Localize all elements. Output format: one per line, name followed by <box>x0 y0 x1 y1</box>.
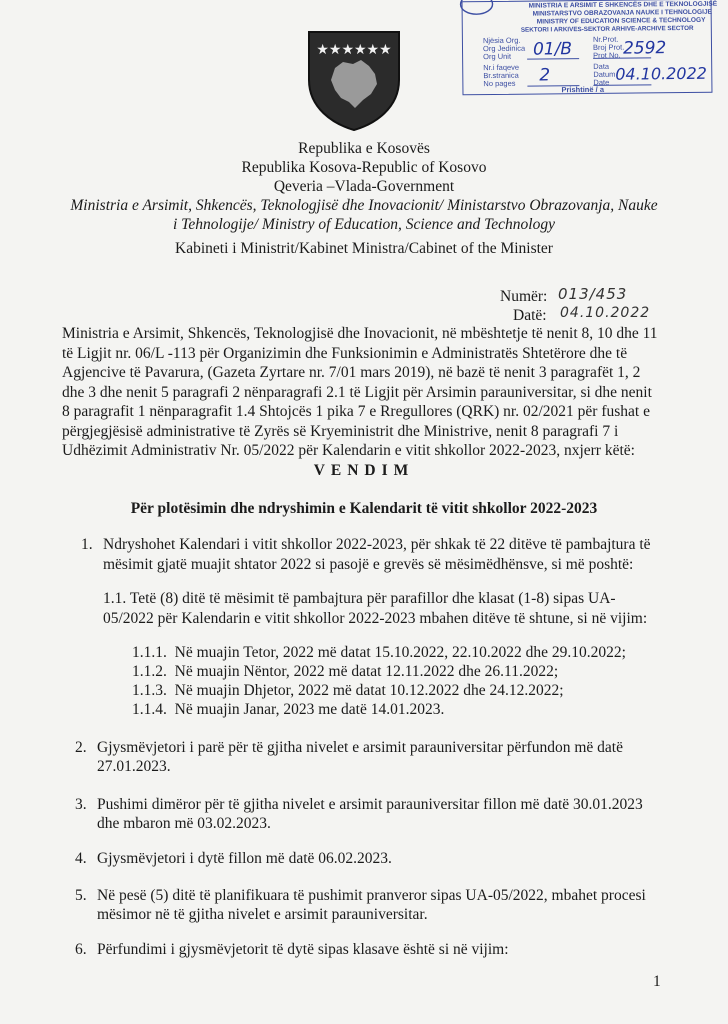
decision-subtitle: Për plotësimin dhe ndryshimin e Kalendarit të vitit shkollor 2022-2023 <box>130 500 598 517</box>
svg-text:★★★★★★: ★★★★★★ <box>316 42 392 58</box>
stamp-label-prot-3: Prot No. <box>593 50 621 60</box>
stamp-line-1: MINISTRIA E ARSIMIT E SHKENCËS DHE E TEKNOLOGJISË <box>528 0 718 10</box>
stamp-label-prot-2: Broj Prot. <box>592 42 625 52</box>
item-3-line-2: dhe mbaron më 03.02.2023. <box>97 815 271 832</box>
header-country: Republika e Kosovës <box>298 140 430 157</box>
header-ministry-line-1: Ministria e Arsimit, Shkencës, Teknologjisë dhe Inovacionit/ Ministarstvo Obrazovanja, Nauke <box>70 197 658 214</box>
intro-line: 8 paragrafit 1 nënparagrafit 1.4 Shtojcës 1 pika 7 e Rregullores (QRK) nr. 02/2021 për fushat e <box>62 403 650 420</box>
stamp-label-org-3: Org Unit <box>483 51 512 62</box>
item-3-number: 3. <box>75 796 87 813</box>
intro-line: Ministria e Arsimit, Shkencës, Teknologjisë dhe Inovacionit, në mbështetje të nenit 8, 10 dhe 11 <box>62 325 658 342</box>
item-1-1-2: 1.1.2. Në muajin Nëntor, 2022 më datat 12.11.2022 dhe 26.11.2022; <box>132 663 559 680</box>
stamp-pages: 2 <box>539 65 551 86</box>
header-ministry-line-2: i Tehnologije/ Ministry of Education, Science and Technology <box>173 216 555 233</box>
stamp-label-date-2: Datum <box>593 69 616 79</box>
reference-date-label: Datë: <box>513 307 547 324</box>
reference-number-value: 013/453 <box>558 285 628 303</box>
item-6-number: 6. <box>75 941 87 958</box>
stamp-org-unit: 01/B <box>532 39 573 60</box>
intro-paragraph <box>62 324 662 461</box>
header-republic: Republika Kosova-Republic of Kosovo <box>241 159 487 176</box>
item-1-line-2: mësimit gjatë muajit shtator 2022 si pasojë e grevës së mësimëdhënsve, si më poshtë: <box>103 556 634 573</box>
item-6-line-1: Përfundimi i gjysmëvjetorit të dytë sipas klasave është si në vijim: <box>97 941 509 958</box>
item-1-1-3: 1.1.3. Në muajin Dhjetor, 2022 më datat 10.12.2022 dhe 24.12.2022; <box>132 682 564 699</box>
item-4-line-1: Gjysmëvjetori i dytë fillon më datë 06.02.2023. <box>97 850 392 867</box>
intro-line: të Ligjit nr. 06/L -113 për Organizimin dhe Funksionimin e Administratës Shtetërore dhe të <box>62 344 628 362</box>
stamp-label-date-3: Date <box>593 77 610 87</box>
item-5-line-2: mësimor në të gjitha nivelet e arsimit parauniversitar. <box>97 906 428 923</box>
intro-line: përgjegjësisë administrative të Zyrës së Kryeministrit dhe Ministrive, nenit 8 paragrafi 7 i <box>62 422 619 440</box>
stamp-label-org-2: Org Jedinica <box>482 43 526 54</box>
registry-stamp <box>462 0 718 95</box>
stamp-label-pages-3: No pages <box>483 78 516 89</box>
header-cabinet: Kabineti i Ministrit/Kabinet Ministra/Cabinet of the Minister <box>175 240 553 257</box>
item-4-number: 4. <box>75 850 87 867</box>
stamp-line-3: MINISTRY OF EDUCATION SCIENCE & TECHNOLOGY <box>536 16 706 26</box>
stamp-line-4: SEKTORI I ARKIVES-SEKTOR ARHIVE-ARCHIVE SECTOR <box>520 24 694 34</box>
item-1-1-line-1: 1.1. Tetë (8) ditë të mësimit të pambajtura për parafillor dhe klasat (1-8) sipas UA- <box>103 590 616 607</box>
item-1-number: 1. <box>81 536 93 553</box>
stamp-line-2: MINISTARSTVO OBRAZOVANJA NAUKE I TEHNOLOGIJE <box>532 8 713 18</box>
stamp-label-prot-1: Nr.Prot. <box>592 34 619 44</box>
stamp-label-date-1: Data <box>593 61 610 71</box>
page-number: 1 <box>653 973 661 990</box>
item-1-1-line-2: 05/2022 për Kalendarin e vitit shkollor 2022-2023 mbahen ditëve të shtune, si në vijim: <box>103 610 648 627</box>
item-2-line-2: 27.01.2023. <box>97 758 171 775</box>
item-5-number: 5. <box>75 887 87 904</box>
item-2-number: 2. <box>75 739 87 756</box>
reference-number-label: Numër: <box>500 288 548 305</box>
intro-line: dhe 3 dhe nenit 5 paragrafi 2 nënparagrafi 2.1 të Ligjit për Arsimin parauniversitar, si dhe nenit <box>62 383 652 401</box>
item-1-line-1: Ndryshohet Kalendari i vitit shkollor 2022-2023, për shkak të 22 ditëve të pambajtura të <box>103 536 651 553</box>
intro-line: Udhëzimit Administrativ Nr. 05/2022 për Kalendarin e vitit shkollor 2022-2023, nxjerr këtë: <box>62 442 635 459</box>
item-1-1-4: 1.1.4. Në muajin Janar, 2023 me datë 14.01.2023. <box>132 701 445 718</box>
item-1-1-1: 1.1.1. Në muajin Tetor, 2022 më datat 15.10.2022, 22.10.2022 dhe 29.10.2022; <box>132 644 626 661</box>
item-2-line-1: Gjysmëvjetori i parë për të gjitha nivelet e arsimit parauniversitar përfundon më datë <box>97 739 623 756</box>
stamp-footer: Prishtinë / a <box>561 84 605 95</box>
stamp-prot-no: 2592 <box>622 38 667 59</box>
stamp-seal-icon <box>456 0 496 16</box>
item-5-line-1: Në pesë (5) ditë të planifikuara të pushimit pranveror sipas UA-05/2022, mbahet procesi <box>97 887 646 904</box>
item-3-line-1: Pushimi dimëror për të gjitha nivelet e arsimit parauniversitar fillon më datë 30.01.2023 <box>97 796 643 813</box>
intro-line: Agjencive të Pavarura, (Gazeta Zyrtare nr. 7/01 mars 2019), në bazë të nenit 3 paragrafët 1, 2 <box>62 364 641 381</box>
header-government: Qeveria –Vlada-Government <box>273 178 455 195</box>
stamp-label-pages-2: Br.stranica <box>483 70 519 81</box>
stamp-label-pages-1: Nr.i faqeve <box>483 62 520 73</box>
stamp-date: 04.10.2022 <box>615 63 707 84</box>
reference-date-value: 04.10.2022 <box>560 305 651 321</box>
kosovo-coat-of-arms-icon <box>305 28 403 132</box>
decision-title: VENDIM <box>313 462 415 479</box>
stamp-label-org-1: Njësia Org. <box>482 35 521 46</box>
